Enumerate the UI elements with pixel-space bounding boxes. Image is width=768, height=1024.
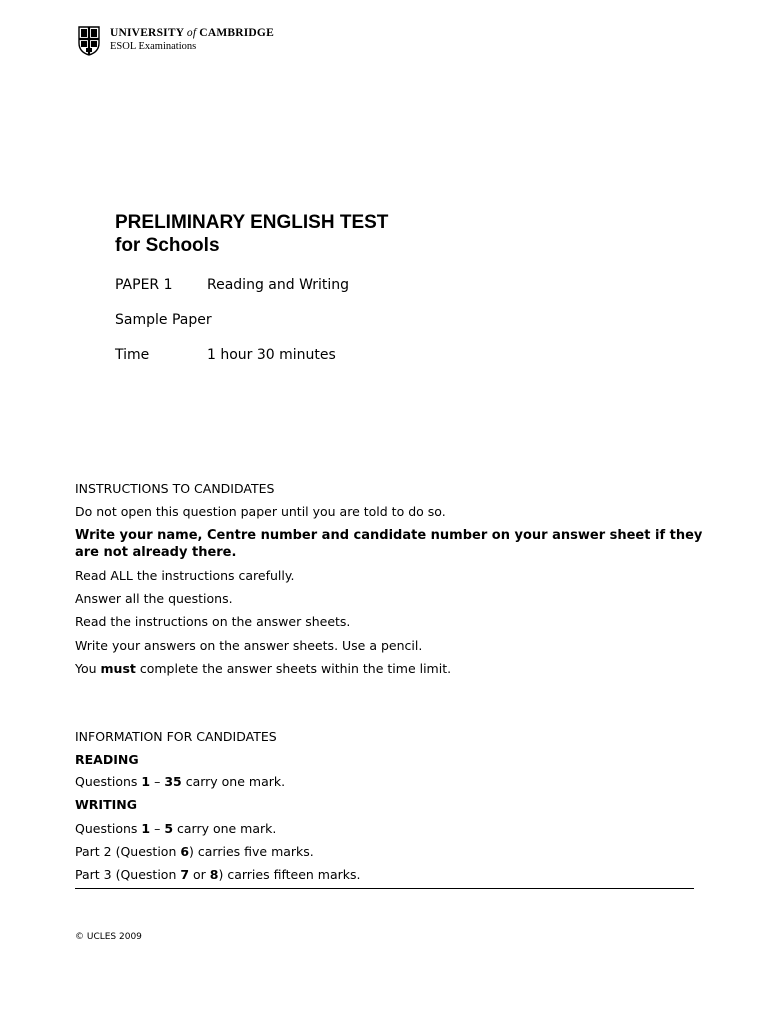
university-name: UNIVERSITY of CAMBRIDGE bbox=[110, 27, 274, 39]
instructions-heading: INSTRUCTIONS TO CANDIDATES bbox=[75, 481, 275, 496]
cambridge-esol-logo bbox=[78, 26, 278, 60]
copyright-notice: © UCLES 2009 bbox=[75, 932, 142, 942]
instruction-line: Answer all the questions. bbox=[75, 591, 233, 606]
sample-paper-label: Sample Paper bbox=[115, 312, 212, 328]
paper-value: Reading and Writing bbox=[207, 277, 350, 293]
writing-marks-line: Part 2 (Question 6) carries five marks. bbox=[75, 844, 314, 859]
time-value: 1 hour 30 minutes bbox=[207, 347, 336, 363]
university-crest-icon bbox=[78, 26, 100, 56]
writing-marks-line: Questions 1 – 5 carry one mark. bbox=[75, 821, 277, 836]
reading-marks-line: Questions 1 – 35 carry one mark. bbox=[75, 774, 286, 789]
instruction-line: You must complete the answer sheets within the time limit. bbox=[75, 661, 452, 676]
writing-marks-line: Part 3 (Question 7 or 8) carries fifteen marks. bbox=[75, 867, 361, 882]
writing-heading: WRITING bbox=[75, 797, 137, 812]
instruction-bold-line: Write your name, Centre number and candidate number on your answer sheet if they are not already there. bbox=[75, 528, 703, 560]
instruction-line: Read ALL the instructions carefully. bbox=[75, 568, 295, 583]
information-heading: INFORMATION FOR CANDIDATES bbox=[75, 729, 277, 744]
test-title: PRELIMINARY ENGLISH TEST bbox=[115, 212, 389, 233]
instruction-line: Read the instructions on the answer sheets. bbox=[75, 614, 351, 629]
paper-label: PAPER 1 bbox=[115, 277, 173, 293]
instruction-line: Write your answers on the answer sheets. Use a pencil. bbox=[75, 638, 423, 653]
reading-heading: READING bbox=[75, 752, 139, 767]
instruction-line: Do not open this question paper until you are told to do so. bbox=[75, 504, 446, 519]
exam-board-name: ESOL Examinations bbox=[110, 41, 197, 52]
footer-rule bbox=[75, 888, 694, 889]
test-subtitle: for Schools bbox=[115, 235, 220, 256]
time-label: Time bbox=[115, 347, 150, 363]
